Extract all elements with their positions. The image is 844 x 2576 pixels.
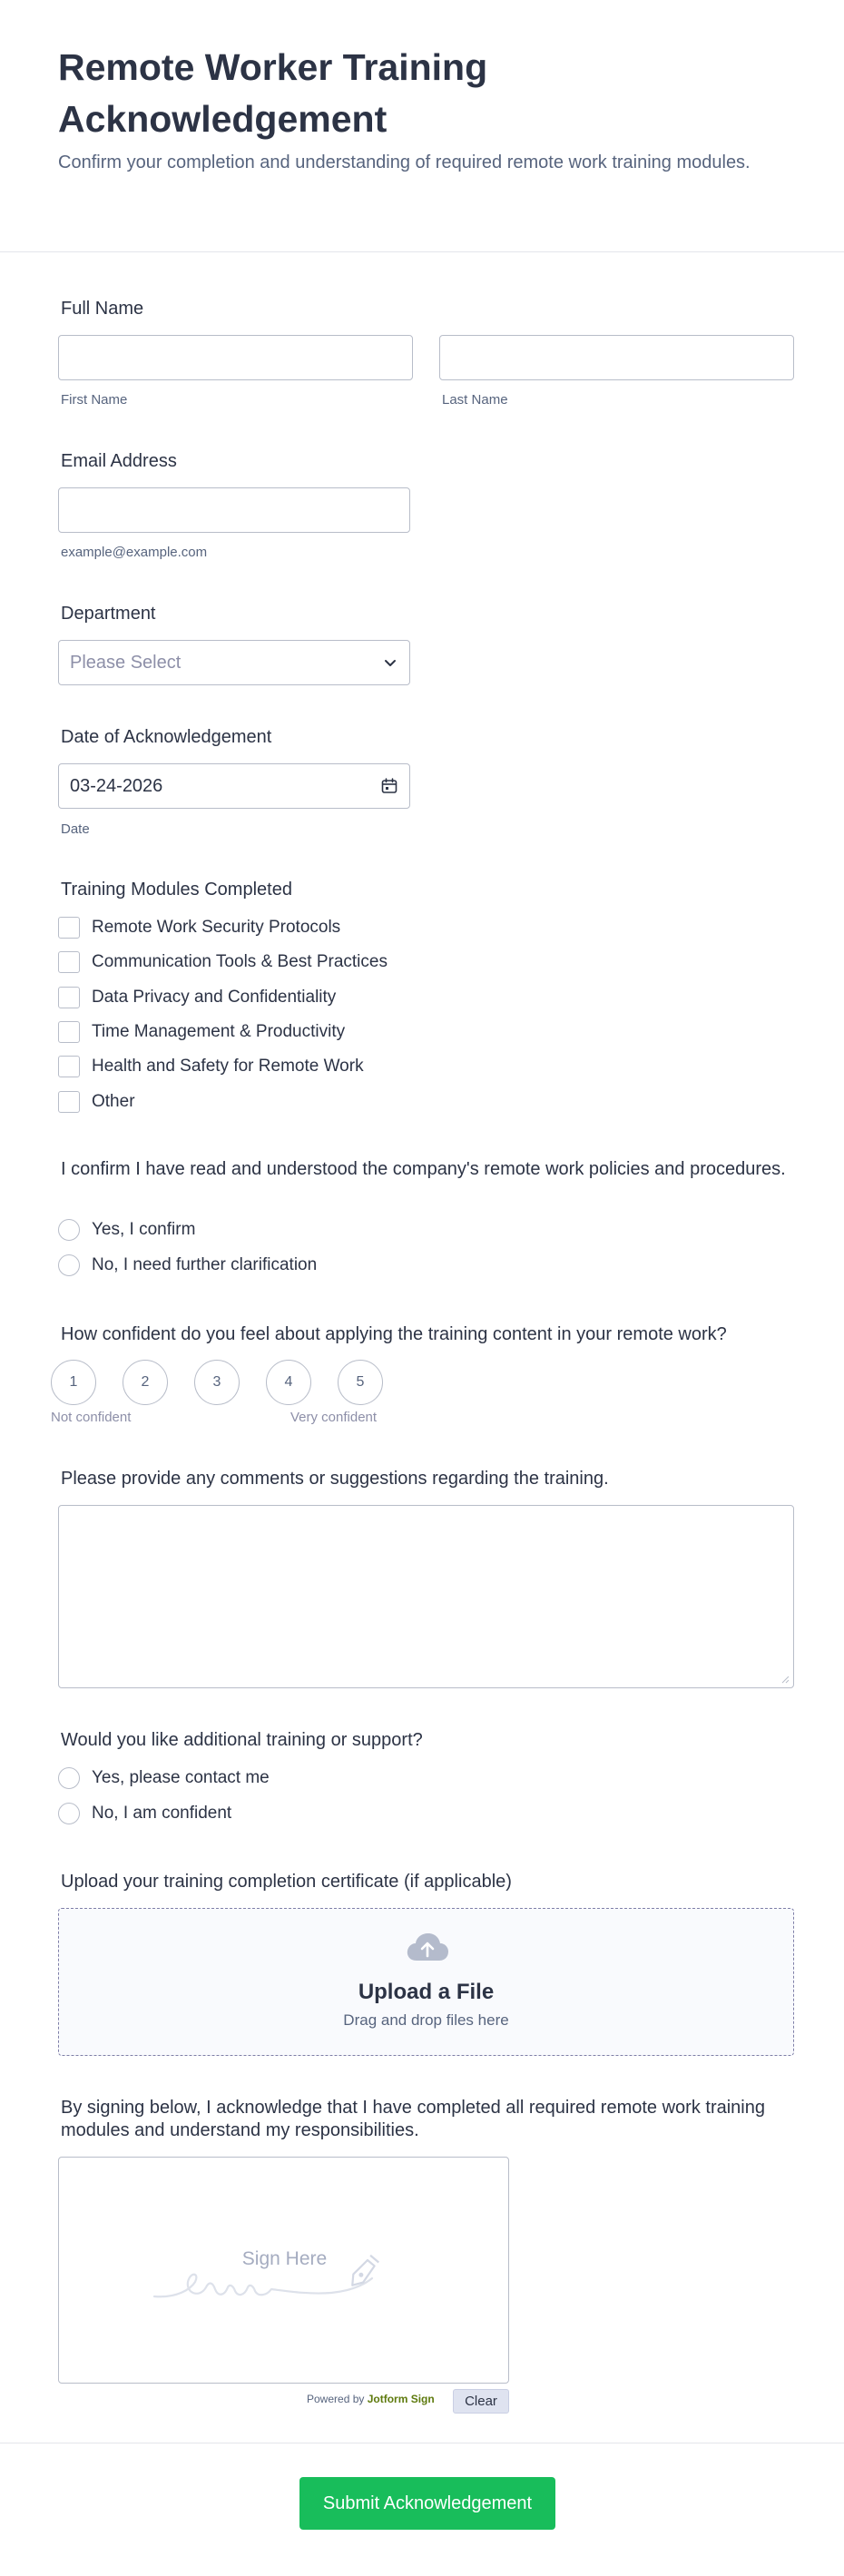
option-label: Yes, I confirm [92,1220,196,1239]
comments-label: Please provide any comments or suggestions regarding the training. [61,1469,609,1489]
email-field[interactable] [58,487,410,533]
checkbox[interactable] [58,951,80,973]
first-name-sublabel: First Name [61,392,128,408]
checkbox[interactable] [58,1091,80,1113]
option-label: Remote Work Security Protocols [92,918,341,937]
signature-placeholder: Sign Here [241,2248,328,2269]
checkbox[interactable] [58,917,80,939]
checkbox[interactable] [58,1056,80,1077]
radio-button[interactable] [58,1219,80,1241]
email-sublabel: example@example.com [61,545,208,560]
support-label: Would you like additional training or support? [61,1730,423,1750]
policy-confirm-label: I confirm I have read and understood the company's remote work policies and procedures. [61,1159,786,1179]
rating-option-4[interactable]: 4 [266,1360,311,1405]
option-label: No, I am confident [92,1804,232,1823]
option-label: Other [92,1092,135,1111]
signature-label: By signing below, I acknowledge that I have completed all required remote work training modules and understand my responsibilities. [61,2098,765,2140]
upload-subtitle: Drag and drop files here [343,2011,509,2029]
option-label: Time Management & Productivity [92,1022,346,1041]
comments-textarea[interactable] [58,1505,794,1688]
clear-signature-button[interactable]: Clear [453,2389,509,2414]
cloud-upload-icon [405,1931,450,1963]
rating-option-1[interactable]: 1 [51,1360,96,1405]
checkbox[interactable] [58,987,80,1008]
form-subtitle: Confirm your completion and understanding of required remote work training modules. [58,152,751,172]
date-value: 03-24-2026 [70,776,163,796]
radio-button[interactable] [58,1254,80,1276]
option-label: Health and Safety for Remote Work [92,1057,364,1076]
rating-option-2[interactable]: 2 [123,1360,168,1405]
last-name-sublabel: Last Name [442,392,508,408]
powered-by-text: Powered by [307,2393,365,2405]
form-header [0,0,844,252]
date-sublabel: Date [61,821,90,837]
rating-option-5[interactable]: 5 [338,1360,383,1405]
upload-title: Upload a File [358,1980,495,2004]
upload-label: Upload your training completion certificate (if applicable) [61,1872,512,1892]
option-label: Yes, please contact me [92,1768,270,1787]
date-input[interactable] [58,763,410,809]
rating-low-label: Not confident [51,1410,132,1425]
full-name-label: Full Name [61,299,144,319]
first-name-input[interactable] [58,335,413,380]
radio-button[interactable] [58,1803,80,1824]
signature-pad[interactable] [58,2157,509,2384]
radio-button[interactable] [58,1767,80,1789]
option-label: No, I need further clarification [92,1255,318,1274]
confidence-label: How confident do you feel about applying the training content in your remote work? [61,1324,727,1344]
email-label: Email Address [61,451,177,471]
resize-handle-icon[interactable] [780,1675,790,1684]
department-select[interactable] [58,640,410,685]
calendar-icon[interactable] [380,777,398,795]
chevron-down-icon [382,654,398,671]
checkbox[interactable] [58,1021,80,1043]
powered-by-note [307,2393,435,2405]
department-label: Department [61,604,156,624]
option-label: Data Privacy and Confidentiality [92,988,337,1007]
date-label: Date of Acknowledgement [61,727,272,747]
rating-option-3[interactable]: 3 [194,1360,240,1405]
modules-label: Training Modules Completed [61,880,292,900]
last-name-input[interactable] [439,335,794,380]
powered-by-brand: Jotform Sign [367,2393,435,2405]
department-selected-value: Please Select [70,653,182,673]
submit-button[interactable]: Submit Acknowledgement [299,2477,555,2530]
rating-high-label: Very confident [290,1410,378,1425]
form-title: Remote Worker Training Acknowledgement [58,46,488,140]
file-upload-dropzone[interactable] [58,1908,794,2056]
option-label: Communication Tools & Best Practices [92,952,388,971]
